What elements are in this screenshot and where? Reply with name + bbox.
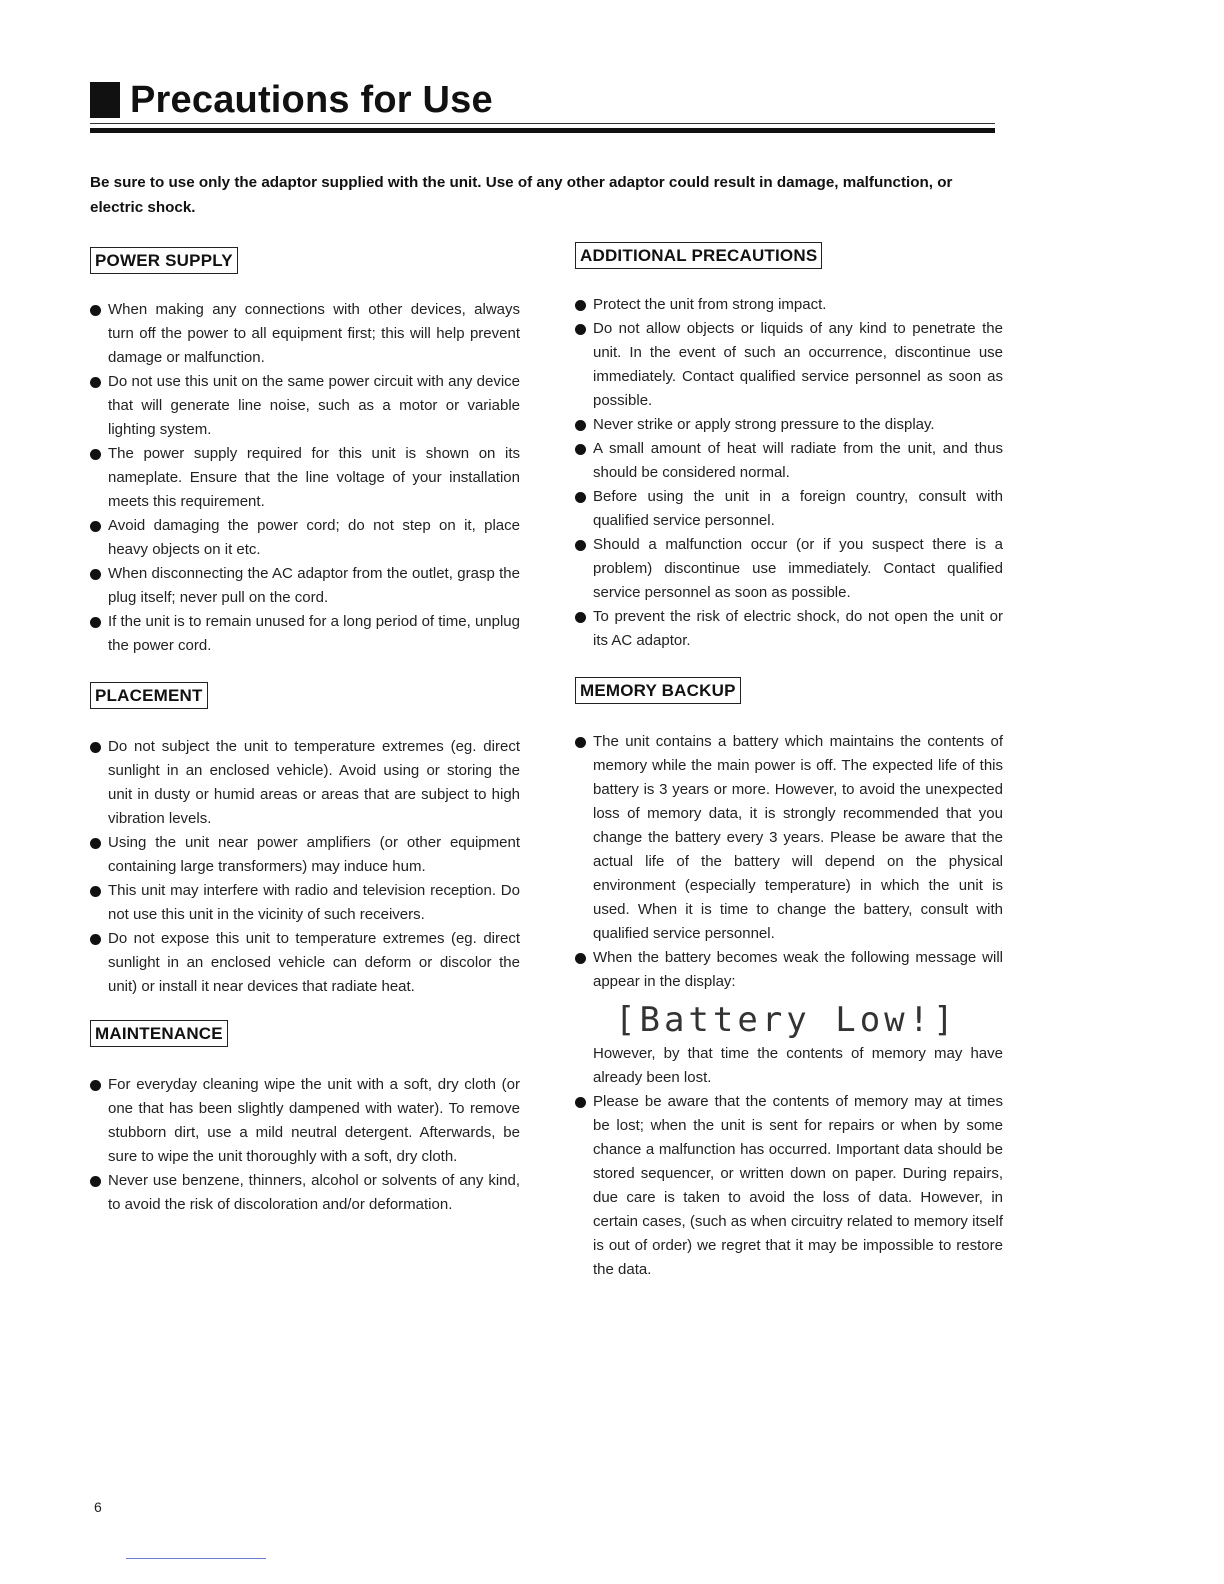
list-item: Never use benzene, thinners, alcohol or solvents of any kind, to avoid the risk of discoloration and/or deformation. xyxy=(90,1169,520,1217)
bullet-icon xyxy=(575,737,586,748)
list-item: A small amount of heat will radiate from the unit, and thus should be considered normal. xyxy=(575,437,1003,485)
bullet-icon xyxy=(575,492,586,503)
power-supply-list xyxy=(90,298,520,658)
bullet-icon xyxy=(575,953,586,964)
list-item: Do not expose this unit to temperature extremes (eg. direct sunlight in an enclosed vehicle can deform or discolor the unit) or install it near devices that radiate heat. xyxy=(90,927,520,999)
title-square-icon xyxy=(90,82,120,118)
list-item: Do not allow objects or liquids of any kind to penetrate the unit. In the event of such an occurrence, discontinue use immediately. Contact qualified service personnel as soon as possible. xyxy=(575,317,1003,413)
bullet-icon xyxy=(90,305,101,316)
maintenance-section xyxy=(90,1020,520,1217)
page-title xyxy=(90,78,995,122)
list-item: Before using the unit in a foreign country, consult with qualified service personnel. xyxy=(575,485,1003,533)
bullet-icon xyxy=(575,540,586,551)
power-supply-section xyxy=(90,247,520,658)
bullet-icon xyxy=(575,1097,586,1108)
bullet-icon xyxy=(90,569,101,580)
placement-list xyxy=(90,735,520,999)
title-rule-thick xyxy=(90,128,995,133)
placement-section xyxy=(90,682,520,999)
list-item: Avoid damaging the power cord; do not step on it, place heavy objects on it etc. xyxy=(90,514,520,562)
page-title-text: Precautions for Use xyxy=(130,79,493,121)
title-block xyxy=(90,78,995,122)
bullet-icon xyxy=(90,521,101,532)
bullet-icon xyxy=(90,377,101,388)
adaptor-warning: Be sure to use only the adaptor supplied with the unit. Use of any other adaptor could result in damage, malfunction, or electric shock. xyxy=(90,174,953,216)
list-item: If the unit is to remain unused for a long period of time, unplug the power cord. xyxy=(90,610,520,658)
bullet-icon xyxy=(90,934,101,945)
list-item: For everyday cleaning wipe the unit with a soft, dry cloth (or one that has been slightly dampened with water). To remove stubborn dirt, use a mild neutral detergent. Afterwards, be sure to wipe the unit thoroughly with a soft, dry cloth. xyxy=(90,1073,520,1169)
bullet-icon xyxy=(90,1176,101,1187)
footer-rule xyxy=(126,1558,266,1559)
bullet-icon xyxy=(90,1080,101,1091)
additional-precautions-heading: ADDITIONAL PRECAUTIONS xyxy=(575,242,822,269)
bullet-icon xyxy=(575,324,586,335)
bullet-icon xyxy=(575,612,586,623)
memory-backup-list xyxy=(575,730,1003,994)
list-item: Please be aware that the contents of memory may at times be lost; when the unit is sent for repairs or when by some chance a malfunction has occurred. Important data should be stored sequencer, or written down on paper. During repairs, due care is taken to avoid the loss of data. However, in certain cases, (such as when circuitry related to memory itself is out of order) we regret that it may be impossible to restore the data. xyxy=(575,1090,1003,1282)
additional-precautions-list xyxy=(575,293,1003,653)
bullet-icon xyxy=(90,449,101,460)
placement-heading: PLACEMENT xyxy=(90,682,208,709)
additional-precautions-section xyxy=(575,242,1003,653)
bullet-icon xyxy=(90,838,101,849)
list-item: Should a malfunction occur (or if you suspect there is a problem) discontinue use immediately. Contact qualified service personnel as soon as possible. xyxy=(575,533,1003,605)
memory-backup-heading: MEMORY BACKUP xyxy=(575,677,741,704)
bullet-icon xyxy=(575,300,586,311)
bullet-icon xyxy=(90,742,101,753)
title-rule-thin xyxy=(90,123,995,124)
list-item: The power supply required for this unit is shown on its nameplate. Ensure that the line voltage of your installation meets this requirement. xyxy=(90,442,520,514)
maintenance-heading: MAINTENANCE xyxy=(90,1020,228,1047)
list-item: Never strike or apply strong pressure to the display. xyxy=(575,413,1003,437)
bullet-icon xyxy=(90,617,101,628)
list-item: Protect the unit from strong impact. xyxy=(575,293,1003,317)
bullet-icon xyxy=(90,886,101,897)
memory-backup-section xyxy=(575,677,1003,1282)
list-item: Do not use this unit on the same power circuit with any device that will generate line noise, such as a motor or variable lighting system. xyxy=(90,370,520,442)
list-item: When disconnecting the AC adaptor from the outlet, grasp the plug itself; never pull on the cord. xyxy=(90,562,520,610)
list-item: When making any connections with other devices, always turn off the power to all equipment first; this will help prevent damage or malfunction. xyxy=(90,298,520,370)
memory-backup-list-2 xyxy=(575,1090,1003,1282)
list-item: To prevent the risk of electric shock, do not open the unit or its AC adaptor. xyxy=(575,605,1003,653)
battery-low-display: [Battery Low!] xyxy=(615,1000,958,1040)
bullet-icon xyxy=(575,420,586,431)
list-item: This unit may interfere with radio and television reception. Do not use this unit in the vicinity of such receivers. xyxy=(90,879,520,927)
maintenance-list xyxy=(90,1073,520,1217)
list-item: When the battery becomes weak the following message will appear in the display: xyxy=(575,946,1003,994)
list-item: Using the unit near power amplifiers (or other equipment containing large transformers) may induce hum. xyxy=(90,831,520,879)
bullet-icon xyxy=(575,444,586,455)
list-item: Do not subject the unit to temperature extremes (eg. direct sunlight in an enclosed vehicle). Avoid using or storing the unit in dusty or humid areas or areas that are subject to high vibration levels. xyxy=(90,735,520,831)
power-supply-heading: POWER SUPPLY xyxy=(90,247,238,274)
page-number: 6 xyxy=(94,1499,102,1515)
after-display-text: However, by that time the contents of memory may have already been lost. xyxy=(593,1045,1003,1086)
list-item: The unit contains a battery which maintains the contents of memory while the main power is off. The expected life of this battery is 3 years or more. However, to avoid the unexpected loss of memory data, it is strongly recommended that you change the battery every 3 years. Please be aware that the actual life of the battery will depend on the physical environment (especially temperature) in which the unit is used. When it is time to change the battery, consult with qualified service personnel. xyxy=(575,730,1003,946)
